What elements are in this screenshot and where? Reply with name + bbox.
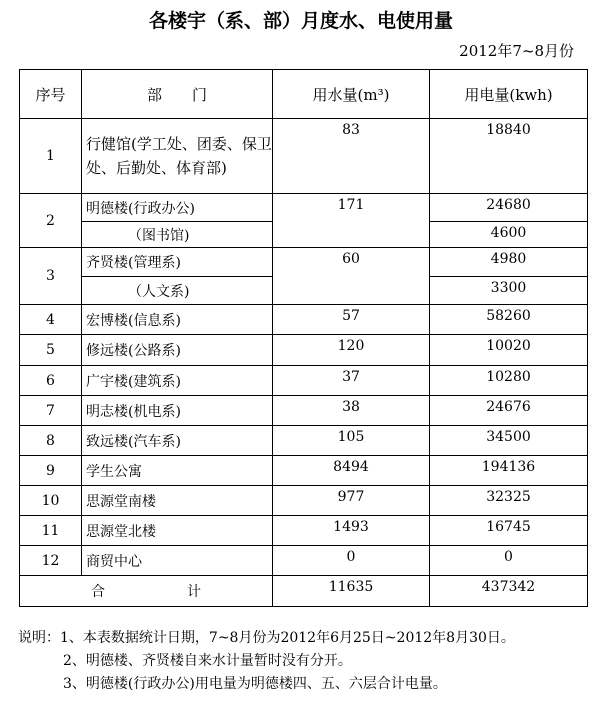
dept-cell: 学生公寓 xyxy=(82,456,273,486)
power-cell: 24680 xyxy=(430,194,588,222)
table-row xyxy=(20,546,588,576)
table-row xyxy=(20,426,588,456)
power-cell: 58260 xyxy=(430,305,588,335)
note-item: 1、本表数据统计日期，7~8月份为2012年6月25日~2012年8月30日。 xyxy=(60,630,515,646)
seq-cell: 2 xyxy=(20,194,82,248)
header-row xyxy=(20,70,588,119)
water-cell: 977 xyxy=(273,486,430,516)
note-line xyxy=(18,673,515,696)
power-cell: 16745 xyxy=(430,516,588,546)
note-line xyxy=(18,627,515,650)
water-cell: 171 xyxy=(273,194,430,248)
power-cell: 18840 xyxy=(430,119,588,194)
note-line xyxy=(18,650,515,673)
power-cell: 0 xyxy=(430,546,588,576)
seq-cell: 9 xyxy=(20,456,82,486)
table-row xyxy=(20,516,588,546)
notes xyxy=(18,627,515,696)
power-cell: 4980 xyxy=(430,248,588,277)
total-label-a: 合 xyxy=(91,584,105,600)
total-label xyxy=(20,576,273,607)
water-cell: 83 xyxy=(273,119,430,194)
power-cell: 10280 xyxy=(430,366,588,396)
power-cell: 32325 xyxy=(430,486,588,516)
notes-lead: 说明： xyxy=(18,630,60,646)
dept-cell: 修远楼(公路系) xyxy=(82,335,273,366)
dept-cell: 明德楼(行政办公) xyxy=(82,194,273,222)
water-cell: 57 xyxy=(273,305,430,335)
table-row xyxy=(20,194,588,222)
dept-cell: 致远楼(汽车系) xyxy=(82,426,273,456)
water-cell: 1493 xyxy=(273,516,430,546)
power-cell: 4600 xyxy=(430,222,588,248)
seq-cell: 3 xyxy=(20,248,82,305)
water-cell: 120 xyxy=(273,335,430,366)
table-row xyxy=(20,248,588,277)
power-cell: 10020 xyxy=(430,335,588,366)
seq-cell: 1 xyxy=(20,119,82,194)
water-cell: 8494 xyxy=(273,456,430,486)
dept-cell: 齐贤楼(管理系) xyxy=(82,248,273,277)
table-row xyxy=(20,366,588,396)
note-item: 2、明德楼、齐贤楼自来水计量暂时没有分开。 xyxy=(63,653,352,669)
seq-cell: 7 xyxy=(20,396,82,426)
table-row xyxy=(20,456,588,486)
header-dept: 部 门 xyxy=(82,70,273,119)
table-row xyxy=(20,335,588,366)
seq-cell: 6 xyxy=(20,366,82,396)
dept-cell: 宏博楼(信息系) xyxy=(82,305,273,335)
total-label-b: 计 xyxy=(187,584,201,600)
dept-cell: （人文系) xyxy=(82,277,273,305)
table-row xyxy=(20,119,588,194)
dept-cell: 思源堂北楼 xyxy=(82,516,273,546)
seq-cell: 11 xyxy=(20,516,82,546)
seq-cell: 8 xyxy=(20,426,82,456)
total-water: 11635 xyxy=(273,576,430,607)
seq-cell: 10 xyxy=(20,486,82,516)
water-cell: 0 xyxy=(273,546,430,576)
water-cell: 60 xyxy=(273,248,430,305)
table-title: 各楼宇（系、部）月度水、电使用量 xyxy=(148,10,453,32)
dept-cell: 思源堂南楼 xyxy=(82,486,273,516)
note-item: 3、明德楼(行政办公)用电量为明德楼四、五、六层合计电量。 xyxy=(63,676,447,692)
seq-cell: 5 xyxy=(20,335,82,366)
total-power: 437342 xyxy=(430,576,588,607)
power-cell: 194136 xyxy=(430,456,588,486)
total-row xyxy=(20,576,588,607)
period-label: 2012年7~8月份 xyxy=(459,42,574,60)
power-cell: 24676 xyxy=(430,396,588,426)
power-cell: 3300 xyxy=(430,277,588,305)
dept-cell: 明志楼(机电系) xyxy=(82,396,273,426)
dept-cell: 行健馆(学工处、团委、保卫处、后勤处、体育部) xyxy=(82,119,273,194)
water-cell: 38 xyxy=(273,396,430,426)
power-cell: 34500 xyxy=(430,426,588,456)
dept-cell: （图书馆) xyxy=(82,222,273,248)
dept-cell: 广宇楼(建筑系) xyxy=(82,366,273,396)
table-row xyxy=(20,486,588,516)
usage-table xyxy=(19,69,588,607)
header-power: 用电量(kwh) xyxy=(430,70,588,119)
seq-cell: 4 xyxy=(20,305,82,335)
table-row xyxy=(20,396,588,426)
water-cell: 37 xyxy=(273,366,430,396)
dept-cell: 商贸中心 xyxy=(82,546,273,576)
table-row xyxy=(20,305,588,335)
seq-cell: 12 xyxy=(20,546,82,576)
header-water: 用水量(m³) xyxy=(273,70,430,119)
header-seq: 序号 xyxy=(20,70,82,119)
water-cell: 105 xyxy=(273,426,430,456)
